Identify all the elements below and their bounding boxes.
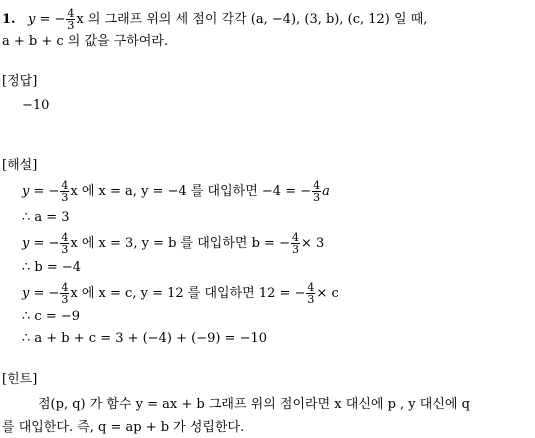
problem-text: x 의 그래프 위의 세 점이 각각 (a, −4), (3, b), (c, 12) 일 때, [76, 12, 428, 27]
answer-heading: [정답] [2, 74, 38, 89]
hint-line-1: 점(p, q) 가 함수 y = ax + b 그래프 위의 점이라면 x 대신에 p , y 대신에 q [38, 397, 470, 412]
fraction: $\frac{4}{3}$ [61, 179, 69, 204]
problem-number: 1. [2, 12, 16, 27]
fraction: $\frac{4}{3}$ [291, 231, 299, 256]
fraction: $\frac{4}{3}$ [61, 281, 69, 306]
solution-step-1: y = − $\frac{4}{3}$ x 에 x = a, y = −4 를 대입하면 −4 = − $\frac{4}{3}$ a [22, 179, 330, 204]
problem-line-2: a + b + c 의 값을 구하여라. [2, 34, 169, 49]
solution-step-6: ∴ c = −9 [22, 309, 81, 324]
fraction: $\frac{4}{3}$ [307, 281, 315, 306]
solution-step-3: y = − $\frac{4}{3}$ x 에 x = 3, y = b 를 대입하면 b = − $\frac{4}{3}$ × 3 [22, 231, 325, 256]
problem-line-1 [2, 8, 427, 31]
solution-step-4: ∴ b = −4 [22, 260, 82, 275]
hint-heading: [힌트] [2, 372, 38, 387]
fraction: $\frac{4}{3}$ [67, 7, 75, 32]
problem-eq-pre: y = − [27, 12, 66, 27]
solution-heading: [해설] [2, 158, 38, 173]
answer-value: −10 [22, 98, 50, 113]
solution-step-7: ∴ a + b + c = 3 + (−4) + (−9) = −10 [22, 331, 268, 346]
fraction: $\frac{4}{3}$ [313, 179, 321, 204]
fraction: $\frac{4}{3}$ [61, 231, 69, 256]
solution-step-2: ∴ a = 3 [22, 210, 70, 225]
solution-step-5: y = − $\frac{4}{3}$ x 에 x = c, y = 12 를 대입하면 12 = − $\frac{4}{3}$ × c [22, 281, 339, 306]
hint-line-2: 를 대입한다. 즉, q = ap + b 가 성립한다. [2, 420, 245, 435]
